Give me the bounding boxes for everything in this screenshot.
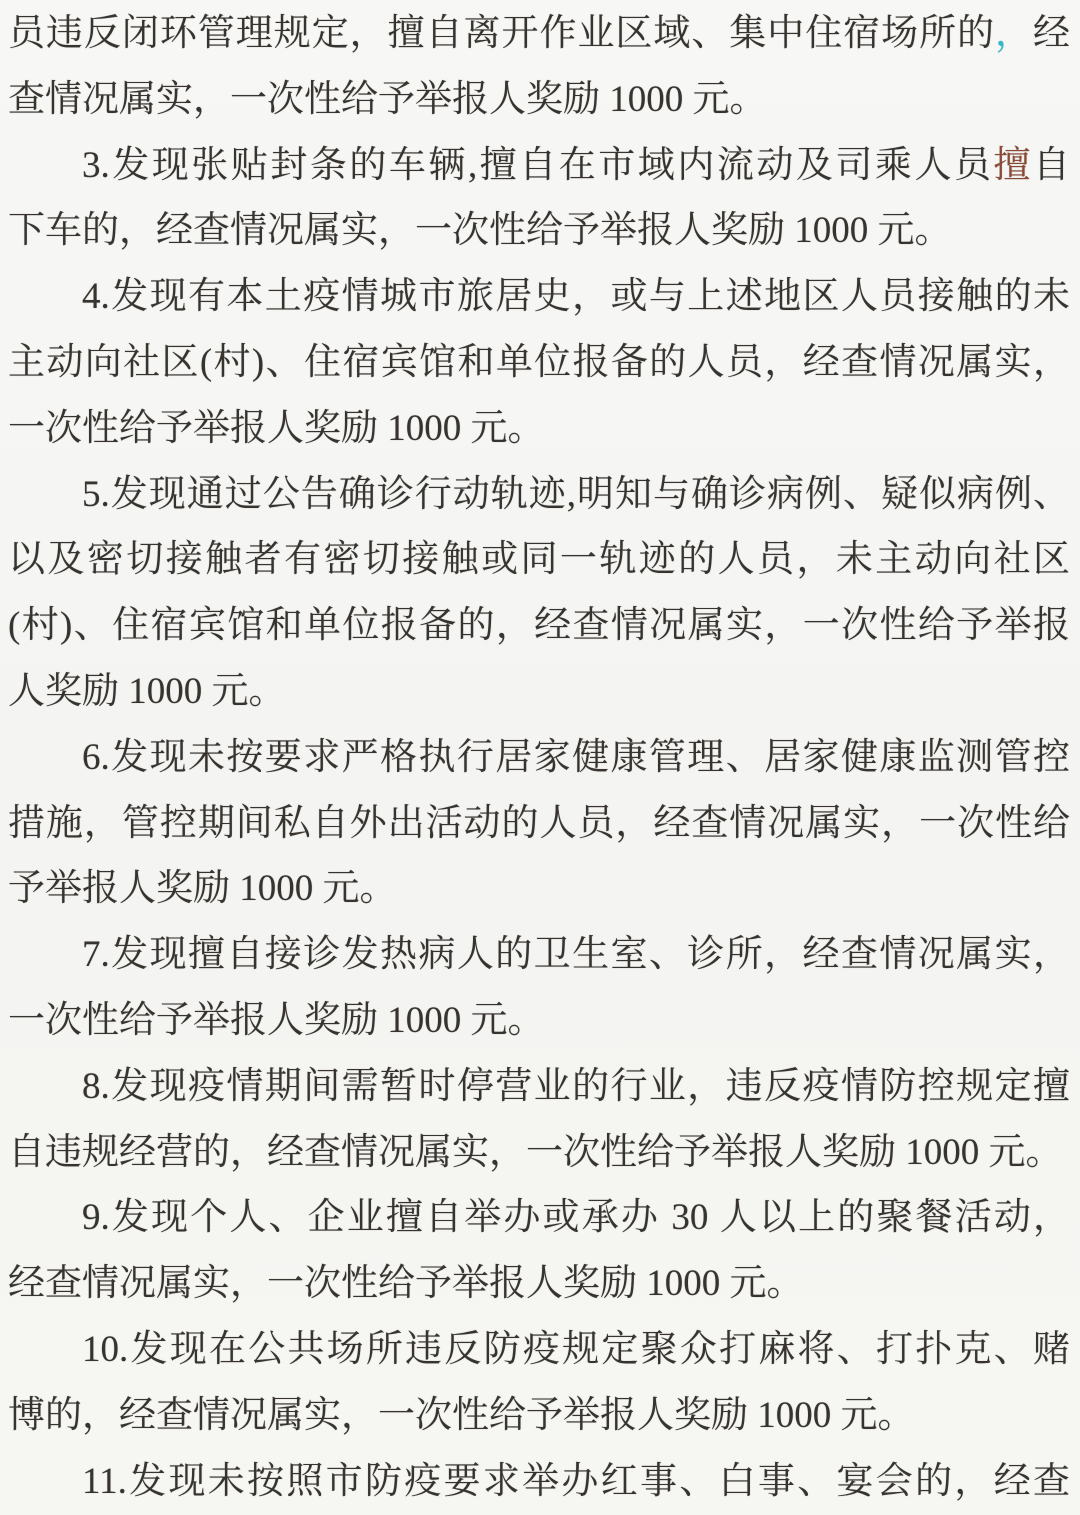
text-segment: 博的，经查情况属实，一次性给予举报人奖励 1000 元。 xyxy=(8,1394,915,1436)
text-line xyxy=(8,1120,1070,1186)
text-line xyxy=(8,330,1070,396)
text-segment: 5.发现通过公告确诊行动轨迹,明知与确诊病例、疑似病例、 xyxy=(82,473,1070,515)
text-line xyxy=(8,67,1070,133)
text-segment: 员违反闭环管理规定，擅自离开作业区域、集中住宿场所的 xyxy=(8,13,996,54)
text-line xyxy=(8,198,1070,264)
text-segment: 4.发现有本土疫情城市旅居史，或与上述地区人员接触的未 xyxy=(82,276,1070,318)
text-segment: 措施，管控期间私自外出活动的人员，经查情况属实，一次性给 xyxy=(8,802,1070,844)
text-segment: 9.发现个人、企业擅自举办或承办 30 人以上的聚餐活动， xyxy=(82,1197,1070,1239)
text-line xyxy=(8,1383,1070,1449)
text-segment: 8.发现疫情期间需暂时停营业的行业，违反疫情防控规定擅 xyxy=(82,1065,1070,1107)
text-line xyxy=(8,133,1070,199)
text-segment: 自 xyxy=(1033,144,1070,186)
text-segment: (村)、住宿宾馆和单位报备的，经查情况属实，一次性给予举报 xyxy=(8,605,1070,647)
text-segment: 予举报人奖励 1000 元。 xyxy=(8,868,397,910)
text-line xyxy=(8,1449,1070,1515)
text-line xyxy=(8,1054,1070,1120)
text-line xyxy=(8,264,1070,330)
text-line xyxy=(8,725,1070,791)
text-line xyxy=(8,1251,1070,1317)
text-line xyxy=(8,1,1070,67)
text-segment: 查情况属实，一次性给予举报人奖励 1000 元。 xyxy=(8,78,767,120)
scan-artifact-tinted-text: ， xyxy=(995,13,1034,54)
text-line xyxy=(8,659,1070,725)
text-segment: 人奖励 1000 元。 xyxy=(8,670,286,712)
text-segment: 6.发现未按要求严格执行居家健康管理、居家健康监测管控 xyxy=(82,736,1070,778)
text-line xyxy=(8,462,1070,528)
text-segment: 一次性给予举报人奖励 1000 元。 xyxy=(8,407,545,449)
text-line xyxy=(8,1185,1070,1251)
text-line xyxy=(8,593,1070,659)
text-line xyxy=(8,527,1070,593)
text-segment: 经查情况属实，一次性给予举报人奖励 1000 元。 xyxy=(8,1263,804,1305)
text-segment: 自违规经营的，经查情况属实，一次性给予举报人奖励 1000 元。 xyxy=(8,1131,1063,1173)
text-line xyxy=(8,856,1070,922)
text-line xyxy=(8,988,1070,1054)
text-segment: 11.发现未按照市防疫要求举办红事、白事、宴会的，经查 xyxy=(82,1460,1070,1502)
text-segment: 擅自在市域内流动及司乘人员 xyxy=(477,144,994,186)
text-segment: 下车的，经查情况属实，一次性给予举报人奖励 1000 元。 xyxy=(8,210,952,252)
scan-artifact-tinted-text: 擅 xyxy=(993,144,1034,186)
text-segment: 主动向社区(村)、住宿宾馆和单位报备的人员，经查情况属实， xyxy=(8,341,1070,383)
text-line xyxy=(8,791,1070,857)
text-line xyxy=(8,922,1070,988)
text-line xyxy=(8,1317,1070,1383)
text-segment: 7.发现擅自接诊发热病人的卫生室、诊所，经查情况属实， xyxy=(82,934,1070,976)
text-line xyxy=(8,396,1070,462)
text-segment: 经 xyxy=(1033,13,1070,54)
text-segment: 以及密切接触者有密切接触或同一轨迹的人员，未主动向社区 xyxy=(8,539,1070,581)
text-segment: 一次性给予举报人奖励 1000 元。 xyxy=(8,999,545,1041)
text-segment: 3.发现张贴封条的车辆, xyxy=(82,144,478,186)
text-segment: 10.发现在公共场所违反防疫规定聚众打麻将、打扑克、赌 xyxy=(82,1328,1070,1370)
